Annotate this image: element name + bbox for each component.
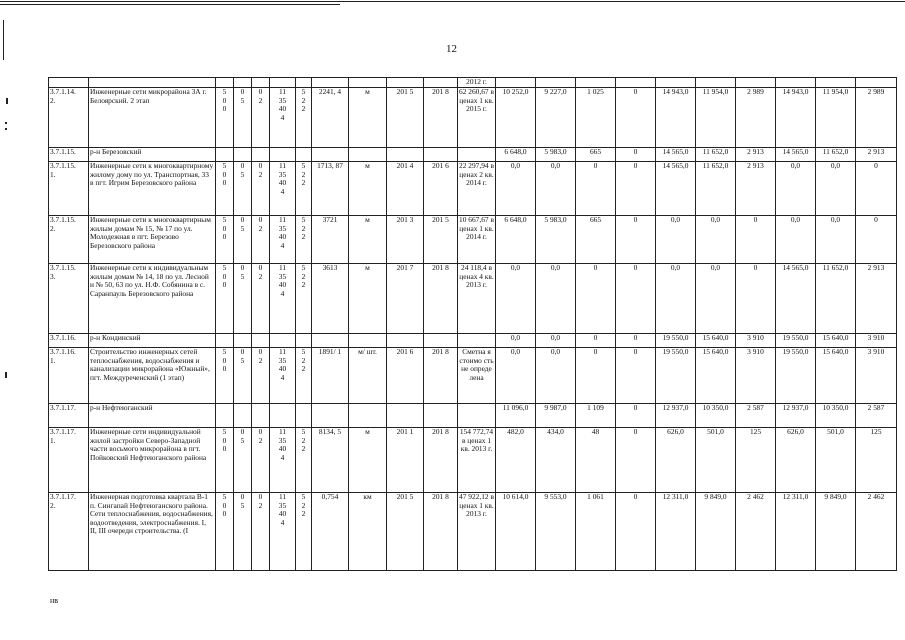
estimated-cost: 22 297,94 в ценах 2 кв. 2014 г. <box>458 162 496 216</box>
value-col-6: 0,0 <box>696 264 736 334</box>
value-col-10: 2 462 <box>856 493 897 571</box>
value-col-4: 0 <box>616 348 656 404</box>
estimated-cost: 10 667,67 в ценах 1 кв. 2014 г. <box>458 216 496 264</box>
code-col-2 <box>234 148 252 162</box>
value-col-5: 14 565,0 <box>656 148 696 162</box>
code-col-1: 5 0 0 <box>216 162 234 216</box>
code-col-3 <box>252 334 270 348</box>
row-id: 3.7.1.17. <box>49 404 89 428</box>
value-col-9: 501,0 <box>816 428 856 493</box>
year-start: 201 5 <box>387 88 424 148</box>
row-name: р-н Березовский <box>89 148 216 162</box>
quantity: 1891/ 1 <box>312 348 349 404</box>
value-col-5: 12 311,0 <box>656 493 696 571</box>
quantity: 3721 <box>312 216 349 264</box>
value-col-6: 15 640,0 <box>696 334 736 348</box>
table-row <box>49 428 897 493</box>
value-col-2: 0,0 <box>536 348 576 404</box>
row-id: 3.7.1.17. 1. <box>49 428 89 493</box>
value-col-1: 11 096,0 <box>496 404 536 428</box>
value-col-5: 12 937,0 <box>656 404 696 428</box>
value-col-1: 10 614,0 <box>496 493 536 571</box>
value-col-9: 11 652,0 <box>816 148 856 162</box>
row-name: Инженерные сети индивидуальной жилой застройки Северо-Западной части восьмого микрорайона в пгт. Пойковский Нефтеюганского района <box>89 428 216 493</box>
code-col-1: 5 0 0 <box>216 264 234 334</box>
value-col-4: 0 <box>616 162 656 216</box>
value-col-9: 11 954,0 <box>816 88 856 148</box>
value-col-8: 0,0 <box>776 216 816 264</box>
value-col-3: 1 061 <box>576 493 616 571</box>
value-col-2: 9 987,0 <box>536 404 576 428</box>
year-start: 201 6 <box>387 348 424 404</box>
quantity: 3613 <box>312 264 349 334</box>
table-row <box>49 493 897 571</box>
value-col-4: 0 <box>616 493 656 571</box>
code-col-1: 5 0 0 <box>216 216 234 264</box>
value-col-9: 9 849,0 <box>816 493 856 571</box>
value-col-4: 0 <box>616 404 656 428</box>
data-table-wrapper <box>48 77 896 571</box>
code-col-4: 11 35 40 4 <box>270 264 296 334</box>
value-col-7: 3 910 <box>736 334 776 348</box>
value-col-4: 0 <box>616 88 656 148</box>
value-col-6: 11 954,0 <box>696 88 736 148</box>
value-col-3: 48 <box>576 428 616 493</box>
value-col-2: 9 553,0 <box>536 493 576 571</box>
value-col-6: 9 849,0 <box>696 493 736 571</box>
value-col-8: 14 565,0 <box>776 264 816 334</box>
value-col-7: 3 910 <box>736 348 776 404</box>
value-col-2: 0,0 <box>536 264 576 334</box>
code-col-5: 5 2 2 <box>296 348 312 404</box>
value-col-1: 6 648,0 <box>496 216 536 264</box>
value-col-9: 15 640,0 <box>816 348 856 404</box>
year-start <box>387 404 424 428</box>
value-col-1: 0,0 <box>496 264 536 334</box>
value-col-4: 0 <box>616 334 656 348</box>
table-row <box>49 264 897 334</box>
code-col-4: 11 35 40 4 <box>270 216 296 264</box>
year-start: 201 5 <box>387 493 424 571</box>
code-col-1: 5 0 0 <box>216 88 234 148</box>
year-start: 201 4 <box>387 162 424 216</box>
value-col-2: 5 983,0 <box>536 216 576 264</box>
table-group-row <box>49 148 897 162</box>
quantity <box>312 334 349 348</box>
code-col-5: 5 2 2 <box>296 428 312 493</box>
code-col-3: 0 2 <box>252 216 270 264</box>
code-col-1: 5 0 0 <box>216 493 234 571</box>
footer-mark: нв <box>50 596 59 605</box>
value-col-10: 2 913 <box>856 264 897 334</box>
value-col-8: 19 550,0 <box>776 348 816 404</box>
value-col-10: 0 <box>856 216 897 264</box>
value-col-10: 3 910 <box>856 348 897 404</box>
value-col-7: 2 462 <box>736 493 776 571</box>
estimated-cost <box>458 334 496 348</box>
value-col-10: 2 989 <box>856 88 897 148</box>
quantity: 1713, 87 <box>312 162 349 216</box>
estimated-cost <box>458 148 496 162</box>
code-col-3: 0 2 <box>252 88 270 148</box>
code-col-4: 11 35 40 4 <box>270 348 296 404</box>
value-col-9: 0,0 <box>816 162 856 216</box>
value-col-2: 434,0 <box>536 428 576 493</box>
scan-mark <box>5 122 7 124</box>
value-col-8: 12 937,0 <box>776 404 816 428</box>
table-row-continuation <box>49 78 897 88</box>
code-col-5 <box>296 148 312 162</box>
value-col-6: 0,0 <box>696 216 736 264</box>
value-col-2: 0,0 <box>536 334 576 348</box>
quantity: 2241, 4 <box>312 88 349 148</box>
value-col-1: 0,0 <box>496 162 536 216</box>
table-group-row <box>49 334 897 348</box>
code-col-3: 0 2 <box>252 493 270 571</box>
code-col-3: 0 2 <box>252 162 270 216</box>
code-col-4 <box>270 148 296 162</box>
code-col-2: 0 5 <box>234 264 252 334</box>
value-col-5: 19 550,0 <box>656 334 696 348</box>
code-col-5: 5 2 2 <box>296 88 312 148</box>
code-col-2: 0 5 <box>234 216 252 264</box>
code-col-2: 0 5 <box>234 493 252 571</box>
value-col-6: 501,0 <box>696 428 736 493</box>
estimated-cost: 24 118,4 в ценах 4 кв. 2013 г. <box>458 264 496 334</box>
value-col-2: 0,0 <box>536 162 576 216</box>
value-col-7: 2 587 <box>736 404 776 428</box>
row-name: р-н Кондинский <box>89 334 216 348</box>
value-col-3: 665 <box>576 216 616 264</box>
value-col-1: 10 252,0 <box>496 88 536 148</box>
value-col-6: 11 652,0 <box>696 148 736 162</box>
row-id: 3.7.1.16. 1. <box>49 348 89 404</box>
value-col-4: 0 <box>616 148 656 162</box>
value-col-9: 0,0 <box>816 216 856 264</box>
value-col-4: 0 <box>616 216 656 264</box>
code-col-4 <box>270 334 296 348</box>
code-col-3: 0 2 <box>252 264 270 334</box>
code-col-3 <box>252 404 270 428</box>
value-col-6: 11 652,0 <box>696 162 736 216</box>
year-start: 201 1 <box>387 428 424 493</box>
year-end: 201 6 <box>424 162 458 216</box>
value-col-5: 14 565,0 <box>656 162 696 216</box>
value-col-1: 482,0 <box>496 428 536 493</box>
unit: км <box>349 493 387 571</box>
code-col-2: 0 5 <box>234 348 252 404</box>
code-col-1: 5 0 0 <box>216 428 234 493</box>
table-row <box>49 216 897 264</box>
quantity: 8134, 5 <box>312 428 349 493</box>
code-col-5 <box>296 334 312 348</box>
value-col-1: 0,0 <box>496 348 536 404</box>
value-col-4: 0 <box>616 428 656 493</box>
value-col-5: 0,0 <box>656 216 696 264</box>
page-number: 12 <box>446 43 457 55</box>
value-col-8: 12 311,0 <box>776 493 816 571</box>
data-table <box>48 77 897 571</box>
value-col-5: 19 550,0 <box>656 348 696 404</box>
value-col-7: 2 913 <box>736 162 776 216</box>
row-id: 3.7.1.15. 3. <box>49 264 89 334</box>
year-end <box>424 334 458 348</box>
scan-edge-line <box>3 20 4 60</box>
value-col-10: 2 587 <box>856 404 897 428</box>
code-col-1 <box>216 148 234 162</box>
code-col-5: 5 2 2 <box>296 493 312 571</box>
value-col-7: 2 913 <box>736 148 776 162</box>
table-row <box>49 88 897 148</box>
code-col-3 <box>252 148 270 162</box>
value-col-10: 2 913 <box>856 148 897 162</box>
value-col-8: 0,0 <box>776 162 816 216</box>
scan-mark <box>5 372 7 378</box>
value-col-3: 0 <box>576 264 616 334</box>
code-col-5: 5 2 2 <box>296 264 312 334</box>
year-start: 201 7 <box>387 264 424 334</box>
code-col-4: 11 35 40 4 <box>270 162 296 216</box>
scan-edge-line <box>0 4 340 5</box>
row-name: Инженерные сети к индивидуальным жилым домам № 14, 18 по ул. Лесной и № 50, 63 по ул. Н.Ф. Собянина в с. Саранпауль Березовского района <box>89 264 216 334</box>
year-start: 201 3 <box>387 216 424 264</box>
unit: м <box>349 264 387 334</box>
year-end: 201 5 <box>424 216 458 264</box>
code-col-2: 0 5 <box>234 162 252 216</box>
year-start <box>387 148 424 162</box>
code-col-1: 5 0 0 <box>216 348 234 404</box>
estimated-cost: 62 260,67 в ценах 1 кв. 2015 г. <box>458 88 496 148</box>
year-end <box>424 148 458 162</box>
unit: м/ шт. <box>349 348 387 404</box>
code-col-2: 0 5 <box>234 428 252 493</box>
table-group-row <box>49 404 897 428</box>
value-col-6: 10 350,0 <box>696 404 736 428</box>
value-col-1: 6 648,0 <box>496 148 536 162</box>
code-col-4: 11 35 40 4 <box>270 428 296 493</box>
year-end: 201 8 <box>424 493 458 571</box>
value-col-3: 0 <box>576 348 616 404</box>
row-id: 3.7.1.17. 2. <box>49 493 89 571</box>
unit <box>349 148 387 162</box>
row-id: 3.7.1.14. 2. <box>49 88 89 148</box>
code-col-5: 5 2 2 <box>296 162 312 216</box>
value-col-10: 3 910 <box>856 334 897 348</box>
value-col-9: 15 640,0 <box>816 334 856 348</box>
table-row <box>49 162 897 216</box>
code-col-3: 0 2 <box>252 428 270 493</box>
value-col-9: 11 652,0 <box>816 264 856 334</box>
value-col-8: 14 943,0 <box>776 88 816 148</box>
row-id: 3.7.1.15. 2. <box>49 216 89 264</box>
estimated-cost: Сметна я стоимо сть не опреде лена <box>458 348 496 404</box>
row-id: 3.7.1.15. 1. <box>49 162 89 216</box>
row-name: Инженерные сети к многоквартирному жилому дому по ул. Транспортная, 33 в пгт. Игрим Березовского района <box>89 162 216 216</box>
value-col-3: 1 025 <box>576 88 616 148</box>
value-col-7: 2 989 <box>736 88 776 148</box>
row-name: Инженерная подготовка квартала В-1 п. Сингапай Нефтеюганского района. Сети теплоснабжения, водоснабжения, водоотведения, электроснабжения. I, II, III очереди строительства. (I <box>89 493 216 571</box>
row-name: Инженерные сети микрорайона 3А г. Белоярский. 2 этап <box>89 88 216 148</box>
quantity <box>312 404 349 428</box>
row-name: Инженерные сети к многоквартирным жилым домам № 15, № 17 по ул. Молодежная в пгт. Березово Березовского района <box>89 216 216 264</box>
code-col-5 <box>296 404 312 428</box>
row-id: 3.7.1.15. <box>49 148 89 162</box>
scan-mark <box>6 98 8 104</box>
year-start <box>387 334 424 348</box>
value-col-4: 0 <box>616 264 656 334</box>
code-col-4 <box>270 404 296 428</box>
value-col-2: 5 983,0 <box>536 148 576 162</box>
value-col-2: 9 227,0 <box>536 88 576 148</box>
unit: м <box>349 88 387 148</box>
value-col-8: 19 550,0 <box>776 334 816 348</box>
value-col-3: 1 109 <box>576 404 616 428</box>
value-col-8: 626,0 <box>776 428 816 493</box>
estimated-cost: 154 772,74 в ценах 1 кв. 2013 г. <box>458 428 496 493</box>
value-col-5: 0,0 <box>656 264 696 334</box>
quantity: 0,754 <box>312 493 349 571</box>
continuation-year: 2012 г. <box>458 78 496 88</box>
value-col-10: 125 <box>856 428 897 493</box>
year-end <box>424 404 458 428</box>
code-col-4: 11 35 40 4 <box>270 88 296 148</box>
value-col-5: 14 943,0 <box>656 88 696 148</box>
row-id: 3.7.1.16. <box>49 334 89 348</box>
unit: м <box>349 162 387 216</box>
year-end: 201 8 <box>424 264 458 334</box>
quantity <box>312 148 349 162</box>
value-col-7: 125 <box>736 428 776 493</box>
value-col-9: 10 350,0 <box>816 404 856 428</box>
value-col-10: 0 <box>856 162 897 216</box>
row-name: Строительство инженерных сетей теплоснабжения, водоснабжения и канализации микрорайона «Южный», пгт. Междуреченский (1 этап) <box>89 348 216 404</box>
value-col-5: 626,0 <box>656 428 696 493</box>
code-col-2 <box>234 404 252 428</box>
year-end: 201 8 <box>424 88 458 148</box>
estimated-cost: 47 922,12 в ценах 1 кв. 2013 г. <box>458 493 496 571</box>
scan-mark <box>5 128 7 130</box>
value-col-1: 0,0 <box>496 334 536 348</box>
value-col-3: 0 <box>576 162 616 216</box>
code-col-4: 11 35 40 4 <box>270 493 296 571</box>
value-col-3: 665 <box>576 148 616 162</box>
table-row <box>49 348 897 404</box>
value-col-8: 14 565,0 <box>776 148 816 162</box>
value-col-7: 0 <box>736 216 776 264</box>
value-col-7: 0 <box>736 264 776 334</box>
value-col-6: 15 640,0 <box>696 348 736 404</box>
unit: м <box>349 216 387 264</box>
code-col-2 <box>234 334 252 348</box>
code-col-1 <box>216 334 234 348</box>
year-end: 201 8 <box>424 428 458 493</box>
code-col-1 <box>216 404 234 428</box>
scan-edge-line <box>0 1 905 2</box>
unit <box>349 334 387 348</box>
code-col-5: 5 2 2 <box>296 216 312 264</box>
row-name: р-н Нефтеюганский <box>89 404 216 428</box>
unit <box>349 404 387 428</box>
code-col-3: 0 2 <box>252 348 270 404</box>
unit: м <box>349 428 387 493</box>
year-end: 201 8 <box>424 348 458 404</box>
estimated-cost <box>458 404 496 428</box>
value-col-3: 0 <box>576 334 616 348</box>
code-col-2: 0 5 <box>234 88 252 148</box>
